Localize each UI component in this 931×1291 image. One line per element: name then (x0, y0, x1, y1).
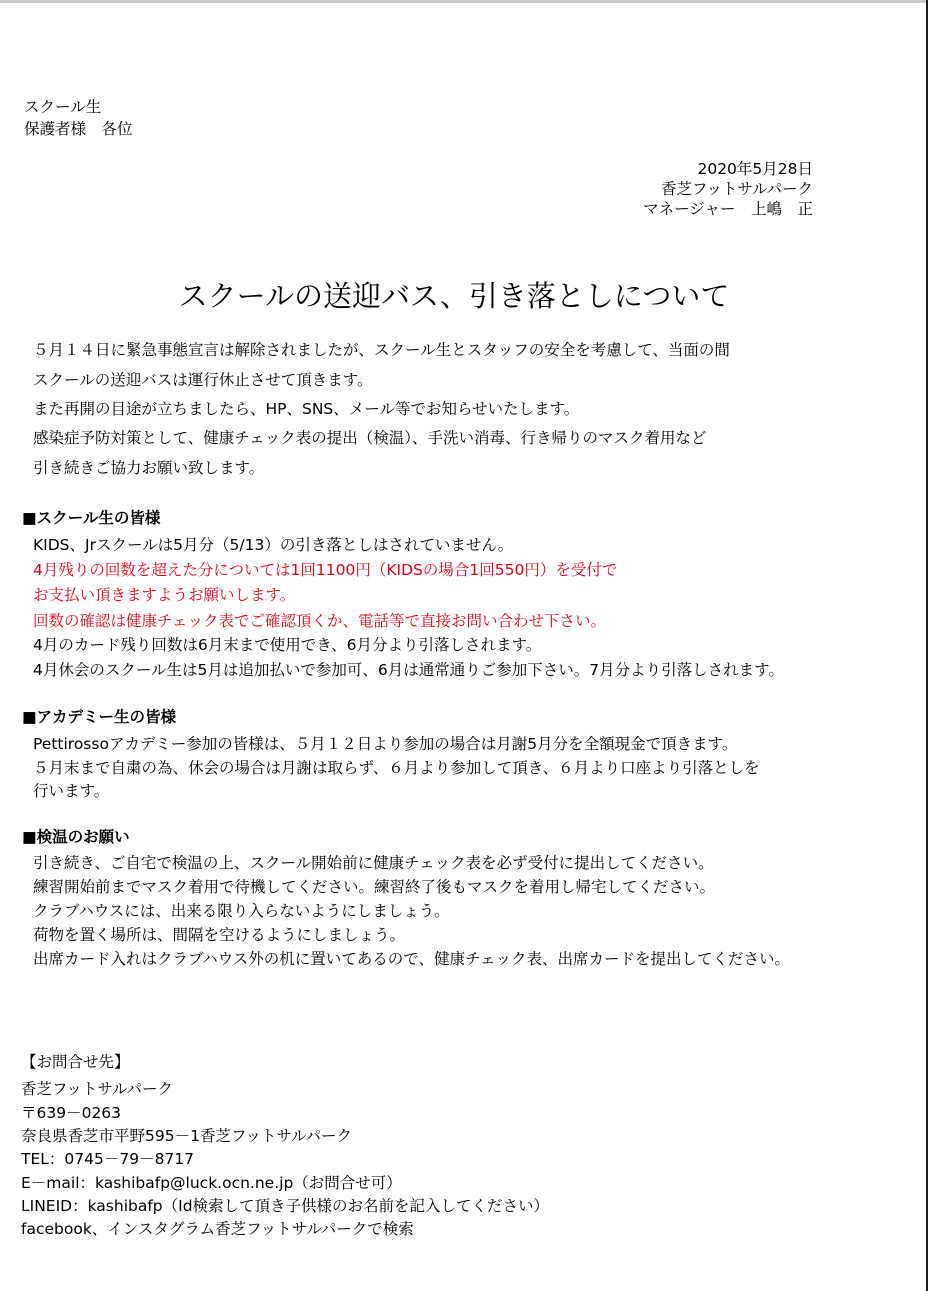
intro-line: スクールの送迎バスは運行休止させて頂きます。 (33, 371, 373, 389)
contact-postal-code: 〒639－0263 (21, 1104, 122, 1122)
school-line-notice: 4月残りの回数を超えた分については1回1100円（KIDSの場合1回550円）を受付で (33, 561, 618, 579)
contact-line-id: LINEID：kashibafp（Id検索して頂き子供様のお名前を記入してください） (21, 1197, 550, 1215)
intro-line: また再開の目途が立ちましたら、HP、SNS、メール等でお知らせいたします。 (33, 400, 580, 418)
document-date: 2020年5月28日 (697, 160, 813, 178)
temperature-line: 練習開始前までマスク着用で待機してください。練習終了後もマスクを着用し帰宅してください。 (33, 878, 716, 896)
school-line: KIDS、Jrスクールは5月分（5/13）の引き落としはされていません。 (33, 536, 514, 554)
contact-sns: facebook、インスタグラム香芝フットサルパークで検索 (21, 1220, 414, 1238)
contact-address: 奈良県香芝市平野595－1香芝フットサルパーク (21, 1127, 353, 1145)
page-title: スクールの送迎バス、引き落としについて (178, 279, 730, 313)
section-heading-school: ■スクール生の皆様 (22, 509, 161, 527)
temperature-line: 荷物を置く場所は、間隔を空けるようにしましょう。 (33, 926, 406, 944)
school-line-notice: お支払い頂きますようお願いします。 (33, 586, 296, 604)
intro-line: ５月１４日に緊急事態宣言は解除されましたが、スクール生とスタッフの安全を考慮して、当面の間 (33, 341, 730, 359)
school-line: 4月休会のスクール生は5月は追加払いで参加可、6月は通常通りご参加下さい。7月分より引落しされます。 (33, 661, 784, 679)
contact-phone: TEL：0745－79－8717 (21, 1150, 195, 1168)
academy-line: ５月末まで自粛の為、休会の場合は月謝は取らず、６月より参加して頂き、６月より口座より引落としを (33, 759, 760, 777)
temperature-line: クラブハウスには、出来る限り入らないようにしましょう。 (33, 902, 450, 920)
school-line: 4月のカード残り回数は6月末まで使用でき、6月分より引落しされます。 (33, 636, 542, 654)
recipient-line-2: 保護者様 各位 (24, 120, 133, 138)
school-line-notice: 回数の確認は健康チェック表でご確認頂くか、電話等で直接お問い合わせ下さい。 (33, 612, 607, 630)
intro-line: 感染症予防対策として、健康チェック表の提出（検温）、手洗い消毒、行き帰りのマスク着用など (33, 429, 707, 447)
sender-organization: 香芝フットサルパーク (660, 180, 813, 198)
section-heading-academy: ■アカデミー生の皆様 (22, 708, 176, 726)
temperature-line: 引き続き、ご自宅で検温の上、スクール開始前に健康チェック表を必ず受付に提出してください。 (33, 854, 714, 872)
contact-email: E－mail：kashibafp@luck.ocn.ne.jp（お問合せ可） (21, 1174, 402, 1192)
temperature-line: 出席カード入れはクラブハウス外の机に置いてあるので、健康チェック表、出席カードを提出してください。 (33, 950, 791, 968)
academy-line: Pettirossoアカデミー参加の皆様は、５月１２日より参加の場合は月謝5月分を全額現金で頂きます。 (33, 735, 738, 753)
academy-line: 行います。 (33, 782, 110, 800)
section-heading-temperature: ■検温のお願い (22, 828, 130, 846)
sender-name: マネージャー 上嶋 正 (643, 200, 813, 218)
intro-line: 引き続きご協力お願い致します。 (33, 459, 265, 477)
contact-name: 香芝フットサルパーク (21, 1080, 174, 1098)
recipient-line-1: スクール生 (24, 98, 102, 116)
contact-heading: 【お問合せ先】 (21, 1053, 130, 1071)
